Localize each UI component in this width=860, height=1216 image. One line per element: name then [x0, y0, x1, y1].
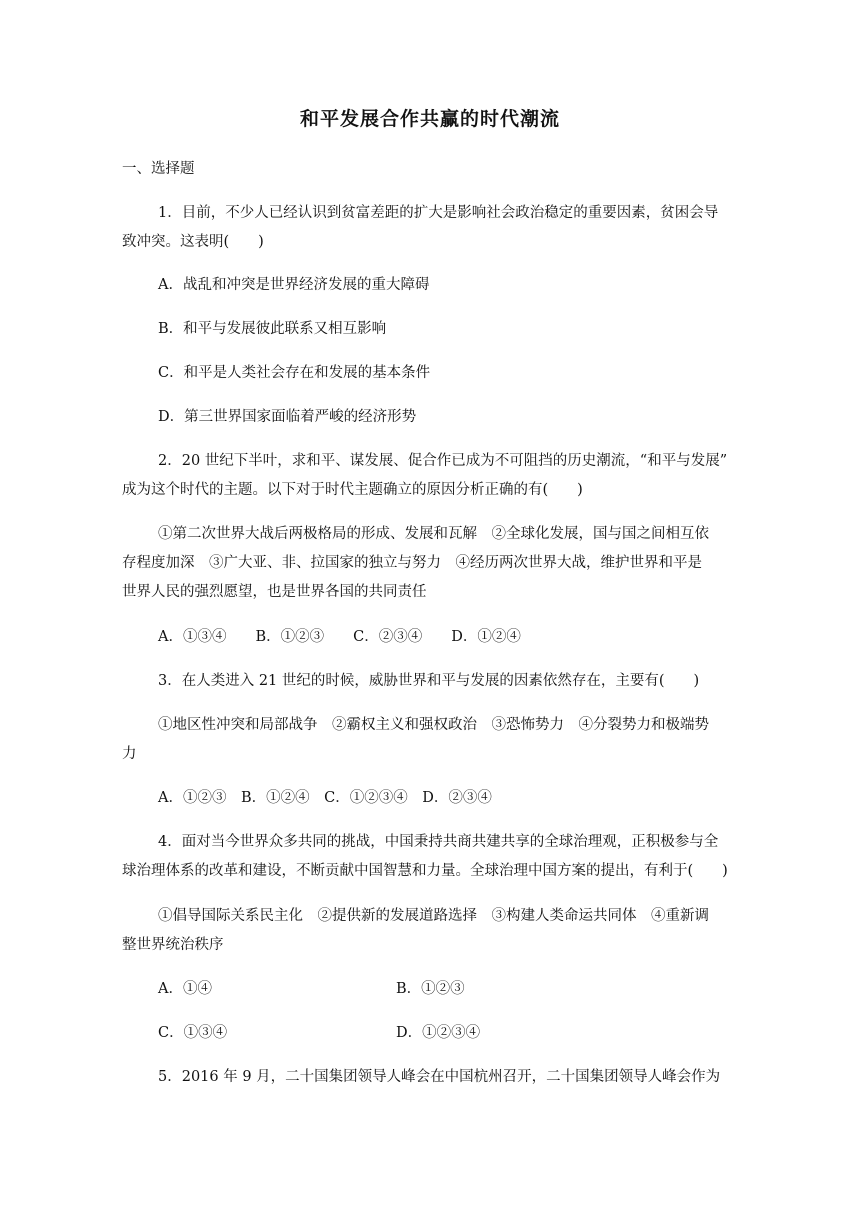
question-2-statement-line-2: 存程度加深 ③广大亚、非、拉国家的独立与努力 ④经历两次世界大战，维护世界和平是	[122, 555, 702, 571]
question-4-statement-line-1: ①倡导国际关系民主化 ②提供新的发展道路选择 ③构建人类命运共同体 ④重新调	[158, 908, 709, 924]
question-4-option-c: C．①③④	[158, 1025, 228, 1041]
question-4-stem-line-1: 4．面对当今世界众多共同的挑战，中国秉持共商共建共享的全球治理观，正积极参与全	[158, 834, 719, 850]
question-2-options: A．①③④ B．①②③ C．②③④ D．①②④	[158, 629, 521, 645]
question-1-option-a: A．战乱和冲突是世界经济发展的重大障碍	[158, 277, 430, 293]
question-2-statement-line-1: ①第二次世界大战后两极格局的形成、发展和瓦解 ②全球化发展，国与国之间相互依	[158, 526, 709, 542]
section-heading: 一、选择题	[122, 161, 195, 177]
question-4-stem-line-2: 球治理体系的改革和建设，不断贡献中国智慧和力量。全球治理中国方案的提出，有利于( )	[122, 863, 728, 879]
question-2-statement-line-3: 世界人民的强烈愿望，也是世界各国的共同责任	[122, 584, 427, 600]
question-4-option-a: A．①④	[158, 981, 212, 997]
question-3-options: A．①②③ B．①②④ C．①②③④ D．②③④	[158, 790, 492, 806]
question-1-stem-line-1: 1．目前，不少人已经认识到贫富差距的扩大是影响社会政治稳定的重要因素，贫困会导	[158, 205, 719, 221]
question-4-option-d: D．①②③④	[396, 1025, 481, 1041]
question-1-stem-line-2: 致冲突。这表明( )	[122, 234, 264, 250]
question-1-option-d: D．第三世界国家面临着严峻的经济形势	[158, 409, 417, 425]
question-3-stem-line-1: 3．在人类进入 21 世纪的时候，威胁世界和平与发展的因素依然存在，主要有( )	[158, 673, 700, 689]
question-3-statement-line-1: ①地区性冲突和局部战争 ②霸权主义和强权政治 ③恐怖势力 ④分裂势力和极端势	[158, 717, 709, 733]
question-1-option-c: C．和平是人类社会存在和发展的基本条件	[158, 365, 431, 381]
question-5-stem-line-1: 5．2016 年 9 月，二十国集团领导人峰会在中国杭州召开，二十国集团领导人峰会作为	[158, 1069, 721, 1085]
question-3-statement-line-2: 力	[122, 746, 137, 762]
question-1-option-b: B．和平与发展彼此联系又相互影响	[158, 321, 387, 337]
question-2-stem-line-2: 成为这个时代的主题。以下对于时代主题确立的原因分析正确的有( )	[122, 482, 583, 498]
question-4-option-b: B．①②③	[396, 981, 465, 997]
question-4-statement-line-2: 整世界统治秩序	[122, 937, 224, 953]
question-2-stem-line-1: 2．20 世纪下半叶，求和平、谋发展、促合作已成为不可阻挡的历史潮流，“和平与发展”	[158, 453, 728, 469]
page-title: 和平发展合作共赢的时代潮流	[299, 108, 560, 130]
